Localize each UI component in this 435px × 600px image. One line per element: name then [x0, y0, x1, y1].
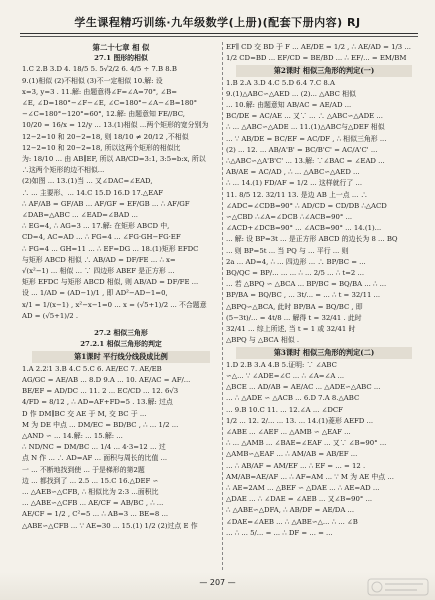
answer-line: 与矩形 ABCD 相似 ∴ AB/AD = DF/FE ... ∴ x= — [22, 255, 176, 264]
answer-line: ... 解: 设 BP=3t ... 是正方形 ABCD 的边长为 8 ... BQ — [226, 235, 398, 244]
answer-line: ∠ABE ... ∠AEF ... △AMB ∽ △EAF ... — [226, 427, 351, 436]
answer-line: √(x²−1) ... 相似 ... ∵ 四边形 ABEF 是正方形 ... — [22, 267, 175, 276]
answer-line: AD = (√5+1)/2 . — [22, 311, 79, 320]
lesson-title: 第1课时 平行线分线段成比例 — [32, 351, 210, 362]
lesson-title: 第3课时 相似三角形的判定(二) — [236, 347, 412, 358]
answer-line: ∽△CBD ∴∠A=∠DCB ∴∠ACB=90° ... — [226, 213, 353, 222]
answer-line: 设 ... 1/AD = (AD−1)/1 , 即 AD²−AD−1=0, — [22, 289, 168, 298]
answer-line: 为: 18/10 ... 由 AB∥EF, 所以 AB/CD=3:1, 3:5=b:x, 所以 — [22, 155, 206, 164]
column-divider — [222, 42, 223, 570]
answer-line: △BPQ 与 △BCA 相似 . — [226, 336, 300, 345]
answer-line: 12−2=10 和 20−2=18, 则 18/10 ≠ 20/12 ,不相似 — [22, 132, 189, 141]
answer-line: ∠ACD+∠DCB=90° ... ∠ACB=90° ... 14.(1)... — [226, 224, 382, 233]
answer-line: 32/41 ... 综上所述, 当 t = 1 或 32/41 时 — [226, 325, 356, 334]
answer-line: D 作 DM∥BC 交 AE 于 M, 交 BC 于 ... — [22, 409, 147, 418]
answer-line: AB/AE = AC/AD , ∴ ... △ABC∽△AED ... — [226, 168, 360, 177]
answer-line: △BPQ∽△BCA, 此时 BP/BA = BQ/BC , 即 — [226, 302, 363, 311]
section-heading: 27.2.1 相似三角形的判定 — [80, 340, 162, 349]
answer-line: AG/GC = AE/AB ... 8.D 9.A ... 10. AE/AC = AF/... — [22, 375, 191, 384]
answer-line: 9.(1)相似 (2)不相似 (3)不一定相似 10.解: 设 — [22, 76, 163, 85]
answer-line: ... 10.解: 由题意知 AB/AC = AE/AD ... — [226, 101, 352, 110]
section-heading: 27.1 图形的相似 — [94, 54, 148, 63]
answer-line: BE/EF = AD/DC ... 11. 2 ... EC/CD ... 12. 6√3 — [22, 387, 179, 396]
answer-line: CD=4, AC=AD ... ∴ FG=4 ... ∠FG·GH−FG·EF — [22, 233, 181, 242]
answer-line: ∴ ... 主要形、... 14.C 15.D 16.D 17.△EAF — [22, 188, 163, 197]
answer-line: 点 N 作 ... ∴ AD=AF ... 面积与周长的比值 ... — [22, 454, 168, 463]
answer-line: ∴△ABC∽△A'B'C' ... 13.解: ∵∠BAC = ∠EAD ... — [226, 157, 385, 166]
answer-line: M 为 DE 中点 ... DM/EC = BD/BC , ∴ ... 1/2 ... — [22, 420, 179, 429]
right-column — [226, 42, 422, 572]
answer-line: △ABE∽△CFB ... ∵ AE=30 ... 15.(1) 1/2 (2)过点 E 作 — [22, 521, 198, 530]
answer-line: ∠DAB=△ABC ... ∠EAD=∠BAD ... — [22, 211, 138, 220]
answer-line: ∠DAE=∠AEB ... ∴ △ABE∽△... ∴ ... ∠B — [226, 517, 358, 526]
answer-line: ... 9.B 10.C 11. ... 12.∠A ... ∠DCF — [226, 405, 343, 414]
answer-line: x/1 = 1/(x−1) , x²−x−1=0 ... x = (√5+1)/2 ... 不合题意 — [22, 300, 207, 309]
answer-line: x=3, y=3 . 11.解: 由题意得∠F=∠A=70°, ∠B= — [22, 87, 178, 96]
answer-line: (2) ... 12. ... AB/A'B' = BC/B'C' = AC/A'C' ... — [226, 145, 378, 154]
answer-line: △BCE ... AD/AB = AE/AC ... △ADE∽△ABC ... — [226, 383, 381, 392]
answer-line: −∠C=180°−120°=60°, 12.解: 由题意知 FE//BC, — [22, 110, 185, 119]
header-rule — [20, 33, 418, 34]
answer-line: 1.D 2.B 3.A 4.B 5.证明: ∵ ∠ABC — [226, 360, 337, 369]
answer-line: 11. 8/5 12. 32/11 13. 是边 AB 上一点 ... ∴ — [226, 190, 368, 199]
answer-line: BQ/QC = BP/... ... ... ∴ ... 2/5 ... ∴ t=2 ... — [226, 269, 365, 278]
answer-line: ... 若 △BPQ ∽ △BCA ... BP/BC = BQ/BA ... ∴ ... — [226, 280, 387, 289]
answer-line: 4/FD = 8/12 , ∴ AD=AF+FD=5 . 13.解: 过点 — [22, 398, 173, 407]
answer-line: ∴ FG=4 ... GH=11 ... ∴ EF=DG ... 18.(1)矩形 EFDC — [22, 244, 199, 253]
answer-line: 1.A 2.2∶1 3.B 4.C 5.C 6. AE/EC 7. AE/EB — [22, 364, 162, 373]
answer-line: 边 ... 都找到了 ... 2.5 ... 15.C 16.△DEF ∽ — [22, 476, 159, 485]
answer-line: ∠E, ∠D=180°−∠F−∠E, ∠C=180°−∠A−∠B=180° — [22, 99, 198, 108]
answer-line: 12−2=10 和 20−2=18, 所以这两个矩形的相似比 — [22, 143, 181, 152]
answer-line: ... ∴ ... 5/... = ... ∴ DF = ... = ... — [226, 528, 333, 537]
answer-line: AE/CF = 1/2 , C²=5 ... ∴ AB=3 ... BE=8 ... — [22, 510, 169, 519]
answer-line: ∴ AF/AB = GF/AB ... AF/GF = EF/GB ... ∴ AF/GF — [22, 199, 190, 208]
answer-line: ∴ ND/NC = DM/BC ... 1/4 ... 4·3=12 ... 过 — [22, 443, 166, 452]
answer-line: 10/20 = 16/x = 12/y ... 13.(1)相似 ...两个矩形的宽分别为 — [22, 121, 209, 130]
answer-line: ... 则 BP=5t ... 当 PQ 与 ... 平行 ... 则 — [226, 246, 349, 255]
answer-line: ∽△... ∵ ∠ADE=∠C ... ∴ ∠A=∠A ... — [226, 371, 345, 380]
page-number: — 207 — — [199, 578, 236, 587]
answer-line: ∴ ... 14.(1) FD/AF = 1/2 ... 这样就行了 ... — [226, 179, 363, 188]
answer-line: 9.(1)△ABC∽△AED ... (2)... △ABC 相似 — [226, 89, 356, 98]
answer-line: △AMB∽△EAF ... ∴ AM/AB = AB/EF ... — [226, 450, 358, 459]
answer-line: 1.B 2.A 3.D 4.C 5.D 6.4 7.C 8.A — [226, 78, 335, 87]
answer-line: ∴ AE=2AM ... △BEF ∽ △DAE ... ∴ AE=AD ... — [226, 483, 380, 492]
answer-line: 矩形 EFDC 与矩形 ABCD 相似, 则 AB/AD = DF/FE ... — [22, 278, 199, 287]
answer-line: BP/BA = BQ/BC , ... 3t/... = ... ∴ t = 32/11 ... — [226, 291, 381, 300]
answer-line: (2)如图 ... 13.(1)当 ... 又∠DAC=∠EAD, — [22, 177, 153, 186]
answer-line: ∴ EG=4, ∴ AG=3 ... 17.解: 在矩形 ABCD 中, — [22, 222, 170, 231]
answer-line: EF∥ CD 交 BD 于 F ... AE/DE = 1/2 , ∴ AE/AD = 1/3 ... — [226, 43, 411, 51]
answer-line: ... △AEB∽△CFB, ∴ 相似比为 2:3 ...面积比 — [22, 487, 159, 496]
answer-line: BC/DE = AC/AE ... 又∵ ... ∴ △ABC∽△ADE ... — [226, 112, 383, 121]
answer-line: 1/2 CD=BD ... EF/CD = BE/BD ... ∴ EF/... = EM/BM — [226, 54, 407, 63]
header-rule-thin — [20, 36, 418, 37]
answer-line: 1.C 2.B 3.D 4. 18/5 5. 5√2/2 6. 4/5 ÷ 7.B 8.B — [22, 65, 177, 74]
section-heading: 27.2 相似三角形 — [94, 329, 148, 338]
answer-line: ∴ △ABE∽△DFA, ∴ AB/DF = AE/DA ... — [226, 506, 355, 515]
answer-line: ∴这两个矩形的边不相似... — [22, 166, 105, 175]
lesson-title: 第2课时 相似三角形的判定(一) — [236, 65, 412, 76]
answer-line: AM/AB=AE/AF ... ∴ AF=AM ... ∵ M 为 AE 中点 ... — [226, 472, 394, 481]
left-column — [22, 42, 220, 572]
answer-line: ... ∵ AB/DE = BC/EF = AC/DF , ∴ 相似三角形 ... — [226, 134, 387, 143]
answer-line: 2a ... AD=4, ∴ ... 四边形 ... ∴ BP/BC = ... — [226, 257, 366, 266]
answer-line: 1/2 ... 12. 2/... ... 13. ... 14.(1)菱形 AEFD ... — [226, 416, 374, 425]
answer-line: (5−3t)/... = 4t/8 ... 解得 t = 32/41 . 此时 — [226, 313, 362, 322]
answer-line: ∴ ... △AMB ... ∠BAE=∠EAF ... 又∵ ∠B=90° ... — [226, 439, 387, 448]
answer-line: ∠ADC=∠CDB=90° ∴ AD/CD = CD/DB ∴△ACD — [226, 201, 387, 210]
answer-line: ... △ABE∽△CFB ... AE/CF = AB/BC , ∴ ... — [22, 499, 164, 508]
answer-line: ∴ ... △ABC∽△ADE ... 11.(1)△ABC与△DEF 相似 — [226, 123, 385, 132]
chapter-heading: 第二十七章 相 似 — [92, 43, 150, 52]
page-header — [0, 0, 435, 40]
header-title: 学生课程精巧训练·九年级数学(上册)(配套下册内容) RJ — [74, 16, 361, 29]
watermark-stamp-icon — [367, 578, 429, 596]
answer-line: △AND ∽ ... 14.解: ... 15.解: ... — [22, 431, 123, 440]
answer-line: △DAE ... ∴ ∠DAE = ∠AEB ... 又∠B=90° ... — [226, 495, 373, 504]
answer-line: 一 ... 不断地找到使 ... 于是梯形的第2题 — [22, 465, 145, 474]
answer-line: ... ∴ AB/AF = AM/EF ... ∴ EF = ... = 12 . — [226, 461, 366, 470]
answer-line: ... ∴ △ADE ∽ △ACB ... 6.D 7.A 8.△ABC — [226, 394, 360, 403]
